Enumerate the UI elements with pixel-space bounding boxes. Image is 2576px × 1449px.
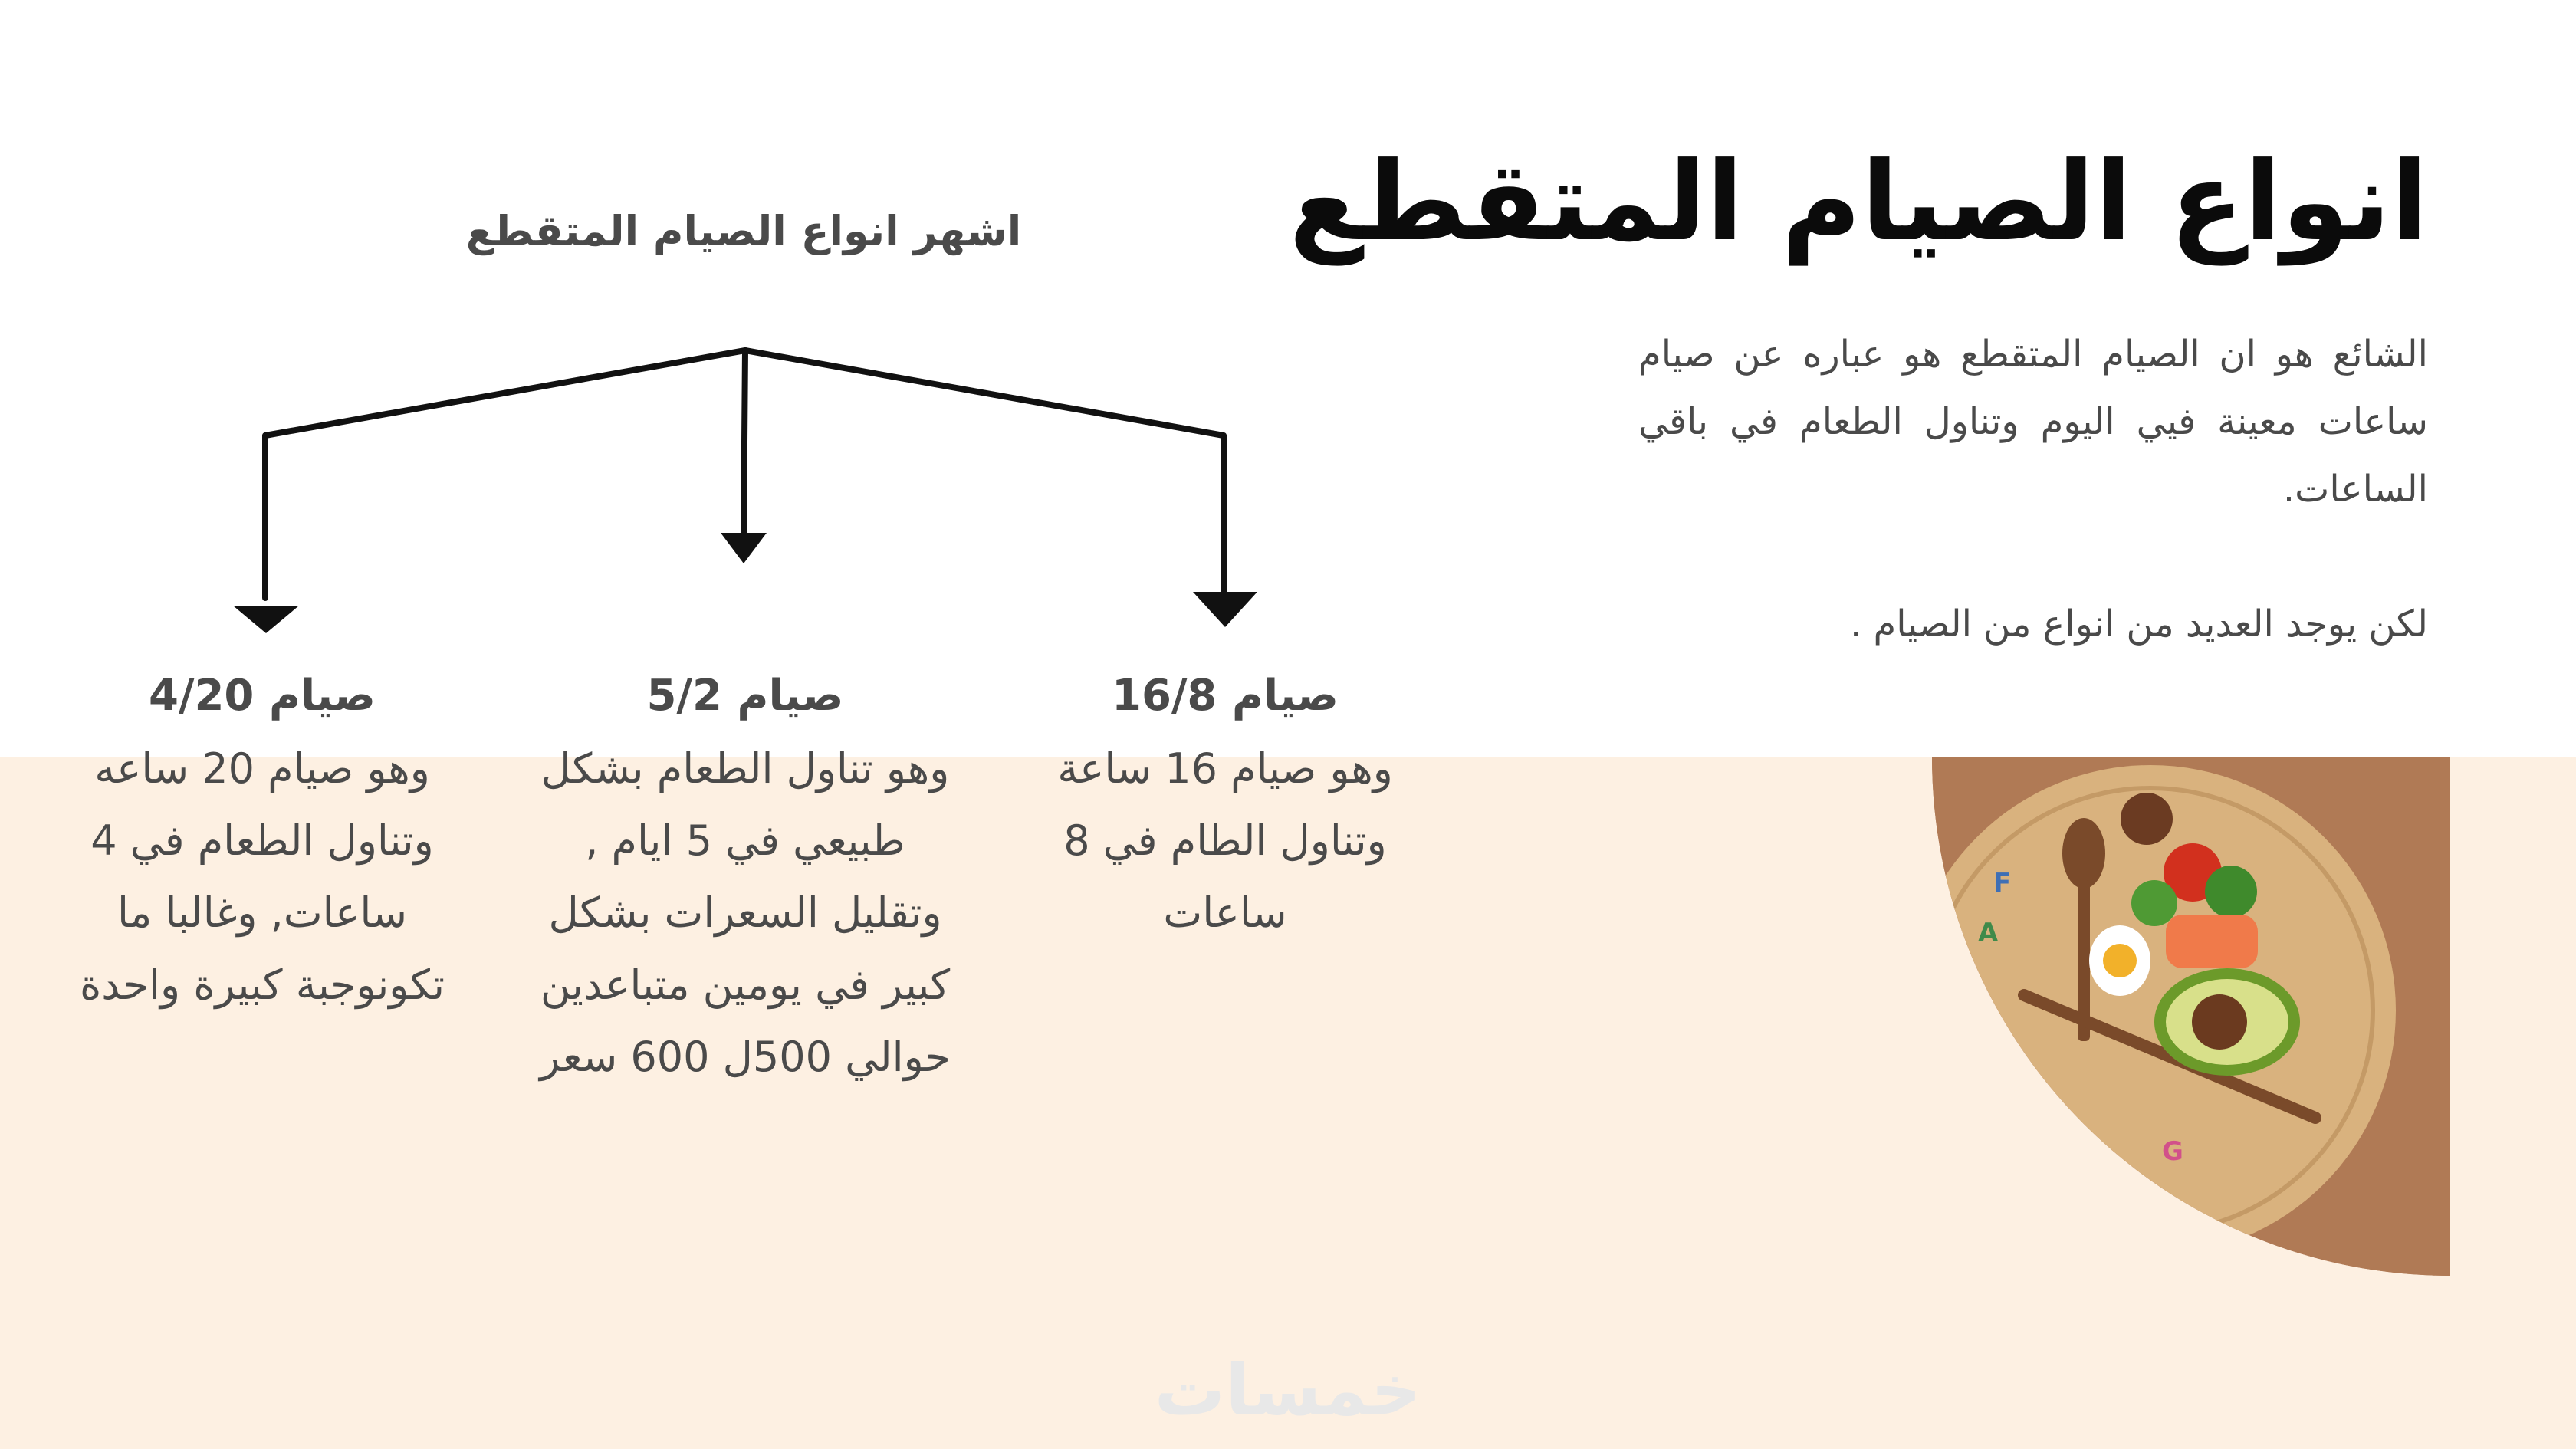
tree-title: اشهر انواع الصيام المتقطع (465, 207, 1022, 255)
type-description: وهو صيام 20 ساعه وتناول الطعام في 4 ساعات, وغالبا ما تكونوجبة كبيرة واحدة (79, 744, 445, 1009)
type-name: صيام 5/2 (646, 671, 844, 721)
branch-right-line (745, 350, 1224, 594)
branch-center-line (744, 350, 745, 533)
type-column-4-20 (48, 659, 477, 1021)
type-column-5-2 (531, 659, 960, 1093)
type-column-16-8 (1010, 659, 1440, 949)
intro-paragraph: الشائع هو ان الصيام المتقطع هو عباره عن صيام ساعات معينة فيي اليوم وتناول الطعام في باقي الساعات. (1638, 333, 2428, 511)
spoon (2062, 818, 2105, 889)
letter-g: G (2162, 1136, 2183, 1167)
arrowhead-center (721, 533, 767, 564)
type-name: صيام 16/8 (1112, 671, 1339, 721)
arrowhead-right (1193, 592, 1257, 627)
arrowhead-left (233, 606, 299, 633)
letter-f: F (1993, 868, 2012, 899)
type-description: وهو تناول الطعام بشكل طبيعي في 5 ايام , وتقليل السعرات بشكل كبير في يومين متباعدين حوالي 500ل 600 سعر (540, 744, 951, 1081)
letter-a: A (1978, 918, 1999, 948)
branch-left-line (265, 350, 745, 598)
footer-logo: خمسات (1154, 1349, 1422, 1431)
type-description: وهو صيام 16 ساعة وتناول الطام في 8 ساعات (1057, 744, 1393, 937)
slide-title: انواع الصيام المتقطع (1289, 139, 2428, 265)
type-name: صيام 4/20 (149, 671, 376, 721)
intro-note: لكن يوجد العديد من انواع من الصيام . (1849, 603, 2428, 646)
